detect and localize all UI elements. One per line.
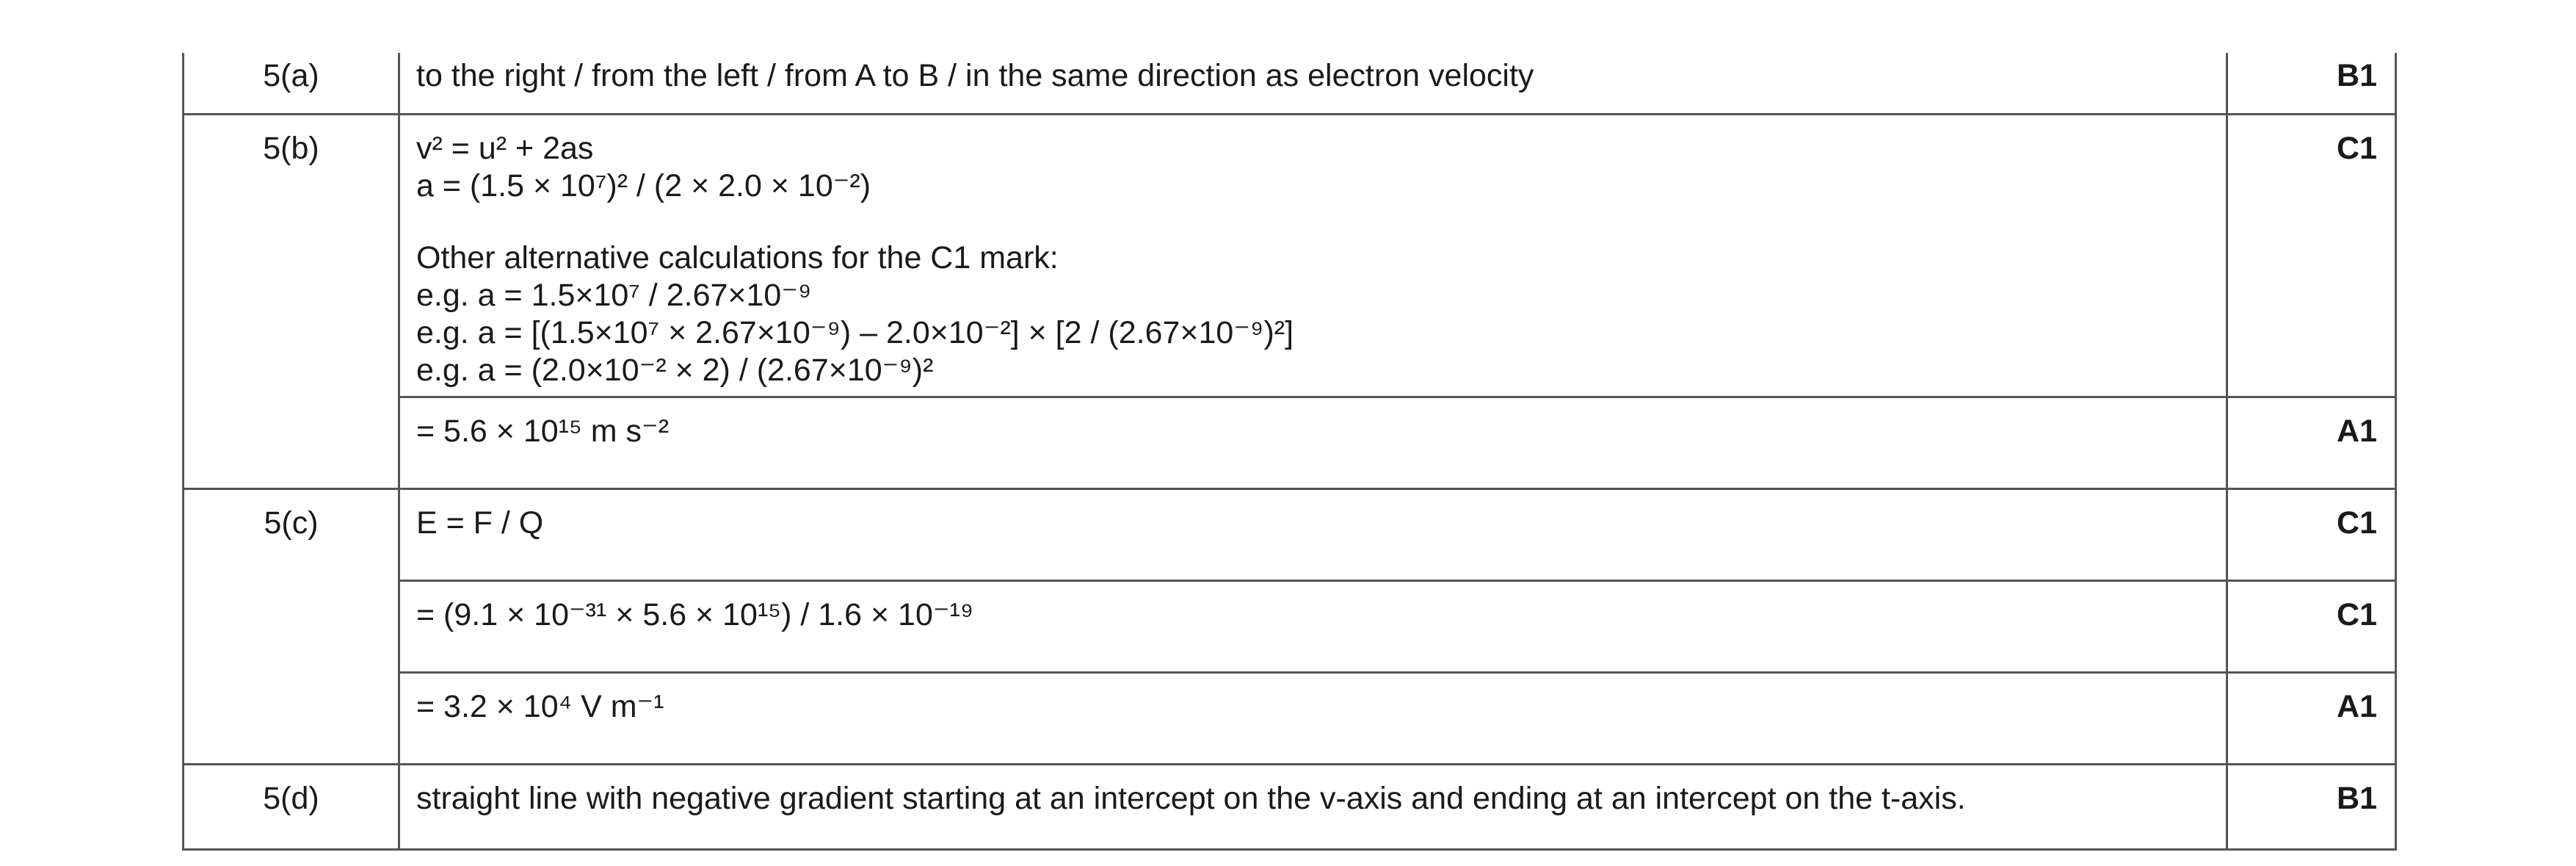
answer-line: Other alternative calculations for the C1 mark:: [416, 240, 1059, 276]
table-row: [184, 673, 2396, 765]
table-row: [184, 581, 2396, 673]
answer-line: e.g. a = [(1.5×10⁷ × 2.67×10⁻⁹) – 2.0×10⁻²] × [2 / (2.67×10⁻⁹)²]: [416, 314, 1294, 350]
question-number: 5(c): [184, 489, 399, 765]
mark-code: B1: [2227, 765, 2396, 850]
mark-code: A1: [2227, 673, 2396, 765]
mark-code: A1: [2227, 397, 2396, 489]
table-row: [184, 489, 2396, 581]
line-gap: [416, 204, 2211, 239]
answer-text: straight line with negative gradient starting at an intercept on the v-axis and ending at an intercept on the t-axis.: [399, 765, 2227, 850]
answer-line: v² = u² + 2as: [416, 131, 594, 166]
answer-text: E = F / Q: [399, 489, 2227, 581]
answer-text: = (9.1 × 10⁻³¹ × 5.6 × 10¹⁵) / 1.6 × 10⁻¹⁹: [399, 581, 2227, 673]
question-number: 5(d): [184, 765, 399, 850]
answer-text: = 3.2 × 10⁴ V m⁻¹: [399, 673, 2227, 765]
question-number: 5(b): [184, 115, 399, 489]
answer-text: = 5.6 × 10¹⁵ m s⁻²: [399, 397, 2227, 489]
mark-scheme-table: [182, 53, 2397, 851]
answer-cell: [399, 115, 2227, 397]
table-row: [184, 765, 2396, 850]
mark-code: C1: [2227, 489, 2396, 581]
answer-text: to the right / from the left / from A to B / in the same direction as electron velocity: [399, 53, 2227, 115]
answer-line: e.g. a = 1.5×10⁷ / 2.67×10⁻⁹: [416, 278, 812, 314]
table-row: [184, 115, 2396, 397]
answer-line: a = (1.5 × 10⁷)² / (2 × 2.0 × 10⁻²): [416, 167, 871, 203]
mark-code: C1: [2227, 115, 2396, 397]
mark-code: B1: [2227, 53, 2396, 115]
answer-line: e.g. a = (2.0×10⁻² × 2) / (2.67×10⁻⁹)²: [416, 352, 934, 388]
table-row: [184, 397, 2396, 489]
question-number: 5(a): [184, 53, 399, 115]
mark-code: C1: [2227, 581, 2396, 673]
table-row: [184, 53, 2396, 115]
